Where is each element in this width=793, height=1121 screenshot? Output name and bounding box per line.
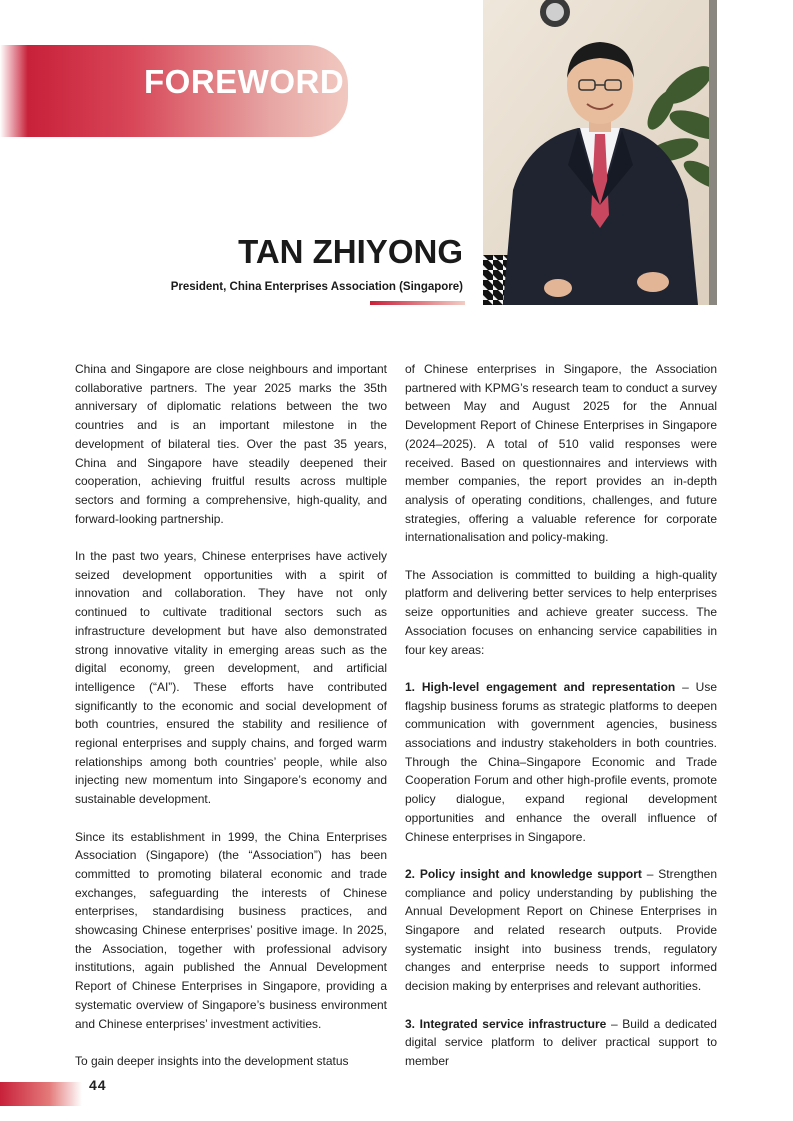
portrait-illustration xyxy=(483,0,717,305)
key-area-body: – Use flagship business forums as strategic platforms to deepen communication with government agencies, business associations and industry stakeholders in both countries. Through the China–Singapore Economic and Trade Cooperation Forum and other high-profile events, promote policy dialogue, expand regional development opportunities and enhance the overall influence of Chinese enterprises in Singapore. xyxy=(405,679,717,844)
key-area-body: – Strengthen compliance and policy understanding by publishing the Annual Development Report on Chinese Enterprises in Singapore and related research outputs. Provide systematic insight into business trends, regulatory changes and enterprise needs to support informed decision making by enterprises and relevant authorities. xyxy=(405,866,717,994)
key-area-item xyxy=(405,678,717,846)
key-area-title: 2. Policy insight and knowledge support xyxy=(405,866,642,881)
page-number: 44 xyxy=(89,1077,107,1093)
person-name: TAN ZHIYONG xyxy=(238,233,463,270)
key-area-item xyxy=(405,865,717,996)
key-area-title: 1. High-level engagement and representation xyxy=(405,679,676,694)
key-area-item xyxy=(405,1015,717,1071)
section-title: FOREWORD xyxy=(144,63,345,100)
footer-band xyxy=(0,1082,82,1106)
paragraph: To gain deeper insights into the development status xyxy=(75,1053,349,1068)
left-column xyxy=(75,360,387,1071)
key-area-body: – Build a dedicated digital service platform to deliver practical support to member xyxy=(405,1016,717,1068)
paragraph: of Chinese enterprises in Singapore, the Association partnered with KPMG’s research team to conduct a survey between May and August 2025 for the Annual Development Report of Chinese Enterprises in Singapore (2024–2025). A total of 510 valid responses were received. Based on questionnaires and interviews with member companies, the report provides an in-depth analysis of operating conditions, challenges, and future strategies, offering a valuable reference for corporate internationalisation and policy-making. xyxy=(405,362,717,545)
paragraph: Since its establishment in 1999, the China Enterprises Association (Singapore) (the “Association”) has been committed to promoting bilateral economic and trade exchanges, safeguarding the interests of Chinese enterprises, standardising business practices, and showcasing Chinese enterprises’ positive image. In 2025, the Association, together with professional advisory institutions, again published the Annual Development Report of Chinese Enterprises in Singapore, providing a systematic overview of Singapore’s business environment and Chinese enterprises’ investment activities. xyxy=(75,829,387,1031)
paragraph: The Association is committed to building a high-quality platform and delivering better services to help enterprises seize opportunities and achieve greater success. The Association focuses on enhancing service capabilities in four key areas: xyxy=(405,567,717,657)
right-column xyxy=(405,360,717,1071)
paragraph: China and Singapore are close neighbours and important collaborative partners. The year 2025 marks the 35th anniversary of diplomatic relations between the two countries and is an important milestone in the development of bilateral ties. Over the past 35 years, China and Singapore have steadily deepened their cooperation, achieving fruitful results across multiple sectors and forming a comprehensive, high-quality, and forward-looking partnership. xyxy=(75,362,387,526)
person-role: President, China Enterprises Association (Singapore) xyxy=(170,281,463,293)
portrait-photo xyxy=(483,0,717,305)
key-area-title: 3. Integrated service infrastructure xyxy=(405,1016,607,1031)
paragraph: In the past two years, Chinese enterprises have actively seized development opportunities with a spirit of innovation and collaboration. They have not only continued to cultivate traditional sectors such as infrastructure development but have also demonstrated strong innovative vitality in emerging areas such as the digital economy, green development, and artificial intelligence (“AI”). These efforts have contributed significantly to the economic and social development of both countries, ensured the stability and resilience of regional enterprises and supply chains, and forged warm relationships among both countries’ people, while also injecting new momentum into Singapore’s economy and sustainable development. xyxy=(75,549,387,807)
accent-divider xyxy=(370,301,465,305)
